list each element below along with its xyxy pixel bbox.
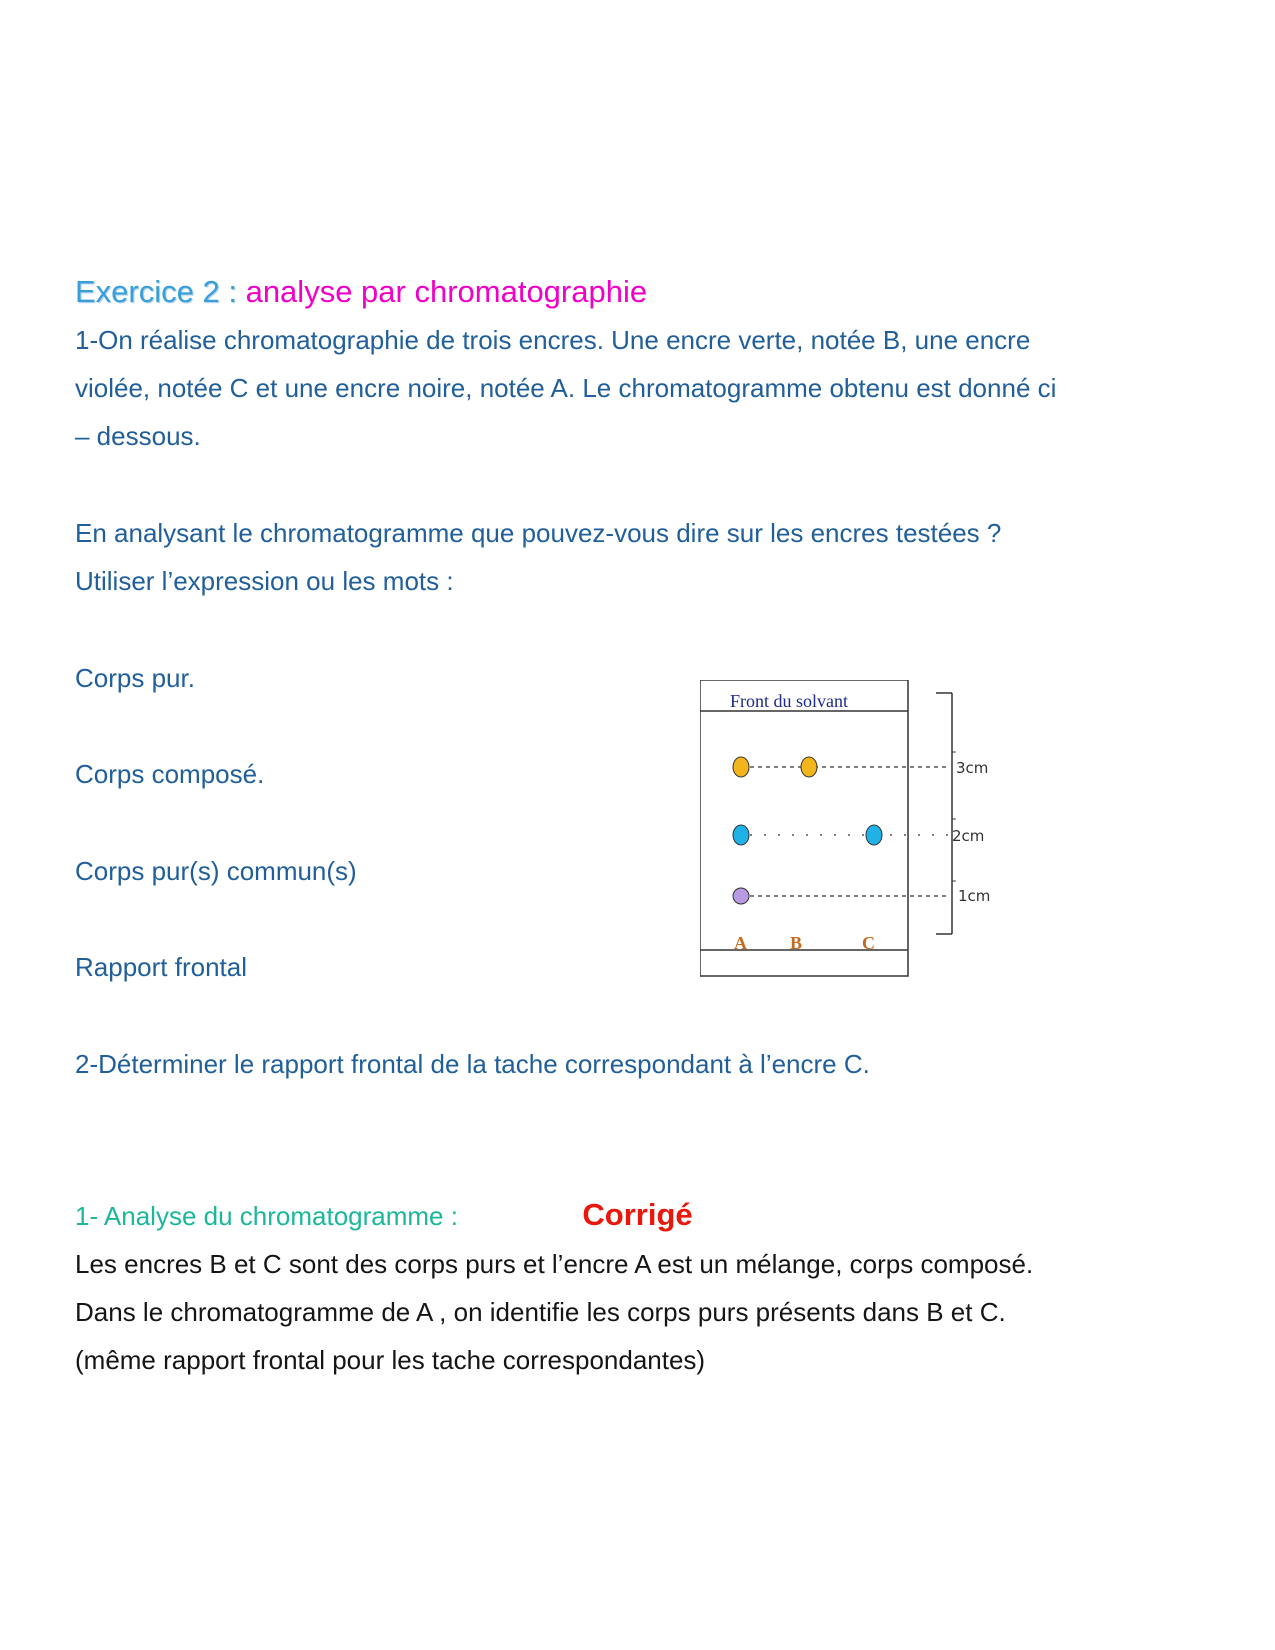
lane-label-b: B [790, 933, 803, 953]
spot-c-cyan [866, 825, 882, 845]
correction-line3: (même rapport frontal pour les tache correspondantes) [75, 1345, 706, 1375]
lane-label-c: C [862, 933, 875, 953]
chromatogram-diagram [700, 680, 1060, 1010]
scale-mark: - [952, 810, 957, 825]
correction-heading: Corrigé [582, 1197, 693, 1232]
scale-label-1cm: 1cm [958, 887, 991, 905]
question1-line1: 1-On réalise chromatographie de trois encres. Une encre verte, notée B, une encre [75, 325, 1031, 355]
correction-line1: Les encres B et C sont des corps purs et l’encre A est un mélange, corps composé. [75, 1249, 1034, 1279]
question1-line3: – dessous. [75, 421, 201, 451]
prompt-line2: Utiliser l’expression ou les mots : [75, 566, 454, 596]
correction-line2: Dans le chromatogramme de A , on identifie les corps purs présents dans B et C. [75, 1297, 1006, 1327]
exercise-title [75, 272, 647, 312]
term-corps-pur: Corps pur. [75, 663, 195, 693]
solvent-front-label: Front du solvant [730, 691, 849, 711]
scale-mark: - [952, 743, 957, 758]
scale-label-3cm: 3cm [956, 759, 989, 777]
scale-label-2cm: 2cm [952, 827, 985, 845]
correction-section1-title: 1- Analyse du chromatogramme : [75, 1201, 458, 1231]
scale-mark: - [952, 872, 957, 887]
question1-line2: violée, notée C et une encre noire, notée A. Le chromatogramme obtenu est donné ci [75, 373, 1057, 403]
lane-label-a: A [734, 933, 747, 953]
spot-a-violet [733, 888, 749, 904]
spot-a-yellow [733, 757, 749, 777]
term-corps-purs-communs: Corps pur(s) commun(s) [75, 856, 357, 886]
spot-b-yellow [801, 757, 817, 777]
exercise-subtitle: analyse par chromatographie [245, 274, 648, 309]
term-corps-compose: Corps composé. [75, 759, 265, 789]
spot-a-cyan [733, 825, 749, 845]
prompt-line1: En analysant le chromatogramme que pouvez-vous dire sur les encres testées ? [75, 518, 1002, 548]
exercise-number: Exercice 2 : [75, 274, 237, 309]
term-rapport-frontal: Rapport frontal [75, 952, 247, 982]
question2: 2-Déterminer le rapport frontal de la tache correspondant à l’encre C. [75, 1049, 870, 1079]
